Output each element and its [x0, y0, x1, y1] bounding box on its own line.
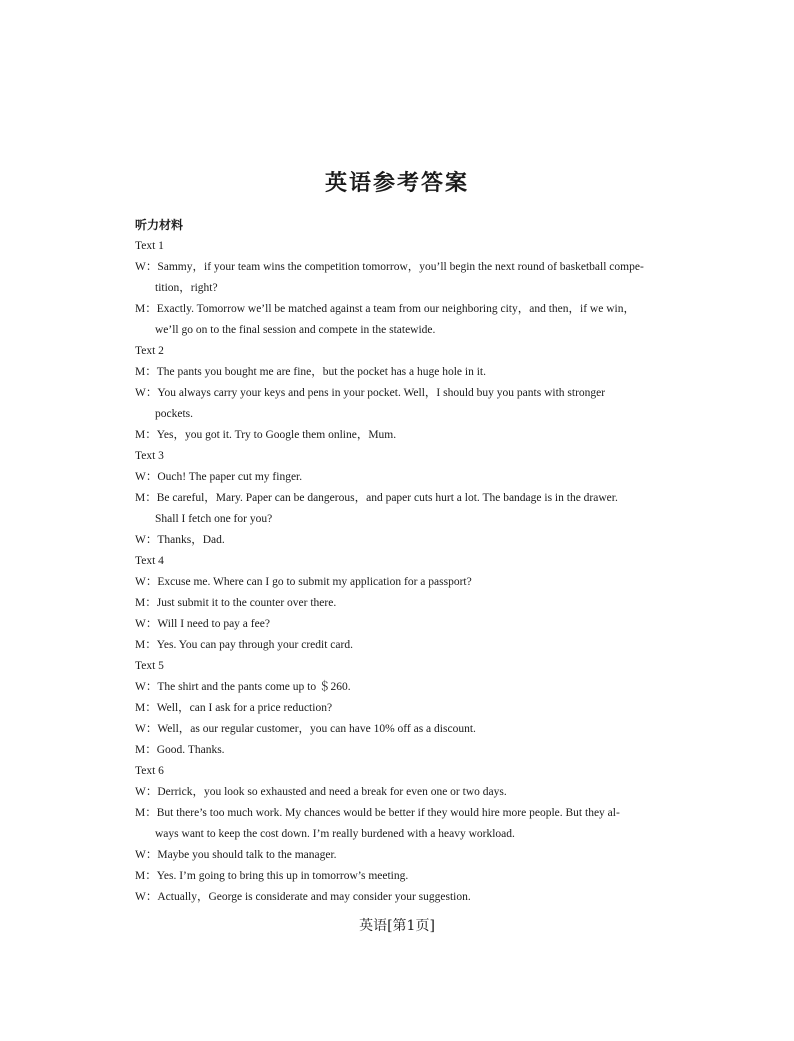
text-label: Text 5: [135, 660, 164, 672]
text-label: Text 1: [135, 240, 164, 252]
text-label: Text 2: [135, 345, 164, 357]
text-label: Text 4: [135, 555, 164, 567]
dialogue-line: M：Yes. I’m going to bring this up in tomorrow’s meeting.: [135, 870, 409, 882]
dialogue-line: W：The shirt and the pants come up to ＄260.: [135, 681, 351, 693]
dialogue-line: M：Just submit it to the counter over there.: [135, 597, 337, 609]
dialogue-line: W：Excuse me. Where can I go to submit my application for a passport?: [135, 576, 472, 588]
dialogue-line: W：You always carry your keys and pens in your pocket. Well，I should buy you pants with stronger: [135, 387, 606, 399]
dialogue-continuation: pockets.: [155, 408, 194, 420]
dialogue-continuation: tition，right?: [155, 282, 218, 294]
dialogue-line: M：Good. Thanks.: [135, 744, 225, 756]
dialogue-continuation: we’ll go on to the final session and compete in the statewide.: [155, 324, 436, 336]
section-heading: 听力材料: [135, 218, 184, 232]
dialogue-line: W：Derrick，you look so exhausted and need a break for even one or two days.: [135, 786, 507, 798]
page-footer: 英语[第1页]: [359, 918, 435, 934]
dialogue-line: M：The pants you bought me are fine，but the pocket has a huge hole in it.: [135, 366, 486, 378]
text-label: Text 6: [135, 765, 164, 777]
dialogue-line: M：Well，can I ask for a price reduction?: [135, 702, 333, 714]
text-label: Text 3: [135, 450, 164, 462]
dialogue-line: W：Thanks，Dad.: [135, 534, 225, 546]
dialogue-line: W：Actually，George is considerate and may consider your suggestion.: [135, 891, 471, 903]
dialogue-line: M：Yes. You can pay through your credit card.: [135, 639, 353, 651]
dialogue-continuation: Shall I fetch one for you?: [155, 513, 273, 525]
dialogue-line: M：Yes，you got it. Try to Google them online，Mum.: [135, 429, 397, 441]
dialogue-line: W：Well，as our regular customer，you can have 10% off as a discount.: [135, 723, 476, 735]
dialogue-continuation: ways want to keep the cost down. I’m really burdened with a heavy workload.: [155, 828, 515, 840]
dialogue-line: W：Sammy，if your team wins the competition tomorrow，you’ll begin the next round of basketball compe-: [135, 261, 644, 273]
dialogue-line: W：Maybe you should talk to the manager.: [135, 849, 337, 861]
dialogue-line: M：But there’s too much work. My chances would be better if they would hire more people. But they al-: [135, 807, 620, 819]
dialogue-line: W：Ouch! The paper cut my finger.: [135, 471, 303, 483]
dialogue-line: W：Will I need to pay a fee?: [135, 618, 270, 630]
transcript-lines: [135, 236, 663, 908]
dialogue-line: M：Exactly. Tomorrow we’ll be matched against a team from our neighboring city，and then，if we win，: [135, 303, 635, 315]
dialogue-line: M：Be careful，Mary. Paper can be dangerous，and paper cuts hurt a lot. The bandage is in the drawer.: [135, 492, 618, 504]
document-body: [135, 215, 663, 908]
page-title: 英语参考答案: [324, 170, 469, 196]
